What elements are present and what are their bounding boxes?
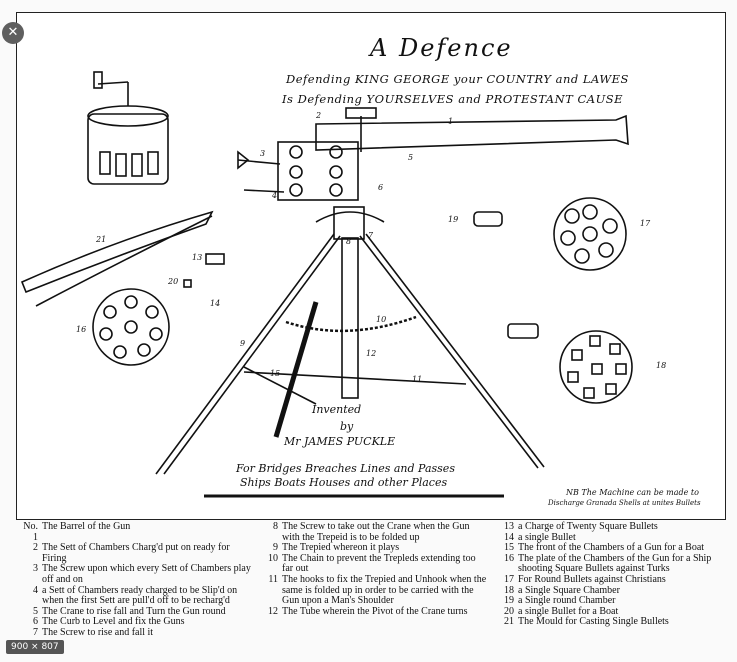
legend-entry-text: The Curb to Level and fix the Guns [42,616,185,628]
legend-entry-number: 14 [504,531,514,543]
legend-entry-number: 9 [273,542,278,554]
gun-barrel [316,116,628,150]
legend-entry-text: a Single round Chamber [518,595,616,607]
part-number-7: 7 [368,231,374,240]
legend-entry-text: a single Bullet for a Boat [518,605,619,617]
legend-entry-text: a single Bullet [518,531,576,543]
legend-entry-text: For Round Bullets against Christians [518,573,666,585]
legend-entry [16,564,256,585]
legend-entry-text: The Mould for Casting Single Bullets [518,616,669,628]
close-button[interactable]: ✕ [2,22,24,44]
legend-column-2 [256,522,488,617]
legend-column-3 [492,522,724,628]
legend-entry-number: 19 [504,595,514,607]
legend-entry [16,522,256,543]
legend-entry [492,522,724,533]
inventor-name: Mr JAMES PUCKLE [284,435,396,448]
legend-entry-number: 5 [33,605,38,617]
legend-entry [256,607,488,618]
tripod-leg-right-inner [360,236,538,468]
legend-entry-number: 6 [33,616,38,628]
tripod-tube [342,238,358,398]
part-number-1: 1 [448,117,454,126]
part-number-9: 9 [240,339,246,348]
legend-entry [16,586,256,607]
part-number-2: 2 [316,111,322,120]
uses-line-2: Ships Boats Houses and other Places [240,476,448,489]
legend-entry [256,554,488,575]
part-number-16: 16 [76,325,87,334]
single-square-chamber [508,324,538,338]
legend-entry-text: The Crane to rise fall and Turn the Gun round [42,605,226,617]
legend-entry-number: 7 [33,626,38,638]
legend-entry [256,575,488,607]
legend-entry-number: 16 [504,552,514,564]
legend-entry-text: The Screw upon which every Sett of Chambers play off and on [42,563,251,585]
single-bullet [184,280,191,287]
round-chamber-plate [93,289,169,365]
part-number-12: 12 [366,349,377,358]
part-number-6: 6 [378,183,384,192]
part-number-3: 3 [260,149,266,158]
legend-entry-number: 20 [504,605,514,617]
legend-entry-number: 10 [268,552,278,564]
part-number-18: 18 [656,361,667,370]
legend-entry [256,522,488,543]
uses-line-1: For Bridges Breaches Lines and Passes [236,462,455,475]
part-number-10: 10 [376,315,387,324]
legend-entry [492,575,724,586]
legend-entry [492,617,724,628]
legend-entry-text: The Sett of Chambers Charg'd put on ready for Firing [42,542,230,564]
part-number-labels [76,111,666,384]
legend-entry-number: 13 [504,521,514,532]
legend-entry-text: a Single Square Chamber [518,584,620,596]
legend-entry-number: 2 [33,542,38,554]
invented-line-1: Invented [312,403,362,416]
part-number-14: 14 [210,299,221,308]
legend-entry-text: The Trepied whereon it plays [282,542,400,554]
note-line-1: NB The Machine can be made to [566,488,699,497]
legend-entry-number: 4 [33,584,38,596]
legend-entry-number: 18 [504,584,514,596]
engraving-title: A Defence [370,34,513,62]
legend-entry [492,554,724,575]
legend-entry-number: 12 [268,605,278,617]
legend-entry-text: The Chain to prevent the Trepleds extending too far out [282,552,476,575]
legend-entry-text: a Charge of Twenty Square Bullets [518,521,658,532]
legend-entry-number: No. 1 [23,521,38,543]
christian-bullet-plate [554,198,626,270]
square-bullet-charge [206,254,224,264]
invented-line-2: by [340,420,354,433]
legend-entry-number: 21 [504,616,514,628]
legend-entry-number: 3 [33,563,38,575]
part-number-5: 5 [408,153,414,162]
legend-entry-text: The Barrel of the Gun [42,521,131,532]
legend-entry-text: The front of the Chambers of a Gun for a Boat [518,542,705,554]
part-number-15: 15 [270,369,281,378]
legend-entry-text: a Sett of Chambers ready charged to be Slip'd on when the first Sett are pull'd off to be recharg'd [42,584,238,607]
square-chamber-plate [560,331,632,403]
part-number-13: 13 [192,253,203,262]
legend-entry-number: 17 [504,573,514,585]
legend-entry-number: 15 [504,542,514,554]
engraving-subtitle-1: Defending KING GEORGE your COUNTRY and LAWES [286,72,629,86]
note-line-2: Discharge Granada Shells at unites Bullets [548,499,701,507]
tripod-leg-back [276,302,316,437]
part-number-11: 11 [412,375,423,384]
part-number-17: 17 [640,219,651,228]
legend-entry-text: The Screw to take out the Crane when the Gun with the Trepeid is to be folded up [282,521,470,543]
parts-legend [16,522,724,662]
engraving-subtitle-2: Is Defending YOURSELVES and PROTESTANT CAUSE [282,92,624,106]
legend-entry-text: The Screw to rise and fall it [42,626,154,638]
single-round-chamber [474,212,502,226]
legend-entry [16,628,256,639]
legend-entry-text: The hooks to fix the Trepied and Unhook when the same is folded up in order to be carried with the Gun upon a Man's Shoulder [282,573,487,607]
legend-entry-number: 11 [268,573,278,585]
part-number-19: 19 [448,215,459,224]
part-number-8: 8 [346,237,352,246]
part-number-4: 4 [272,191,278,200]
image-size-badge: 900 × 807 [6,640,64,654]
part-number-21: 21 [96,235,107,244]
tripod-leg-right [366,234,544,467]
legend-entry [16,543,256,564]
legend-entry-number: 8 [273,521,278,532]
legend-entry-text: The Tube wherein the Pivot of the Crane turns [282,605,468,617]
part-number-20: 20 [168,277,179,286]
legend-entry-text: The plate of the Chambers of the Gun for a Ship shooting Square Bullets against Turks [518,552,712,575]
legend-column-1 [16,522,256,639]
